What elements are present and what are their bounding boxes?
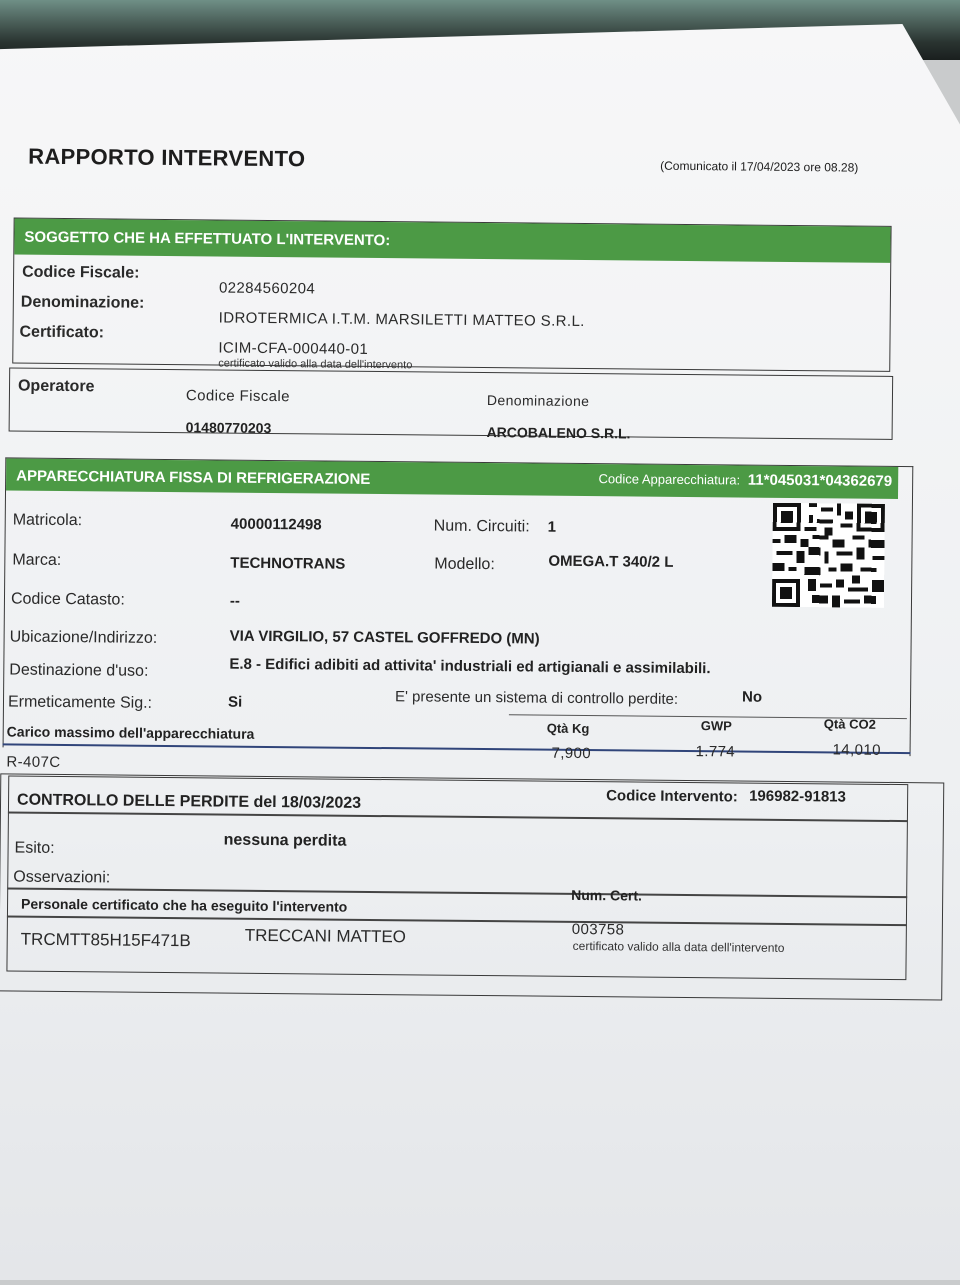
ubicazione-value: VIA VIRGILIO, 57 CASTEL GOFFREDO (MN): [229, 627, 540, 648]
modello-label: Modello:: [434, 555, 495, 574]
codice-intervento-value: 196982-91813: [749, 787, 846, 806]
esito-value: nessuna perdita: [223, 831, 347, 850]
operatore-den-value: ARCOBALENO S.R.L.: [486, 424, 631, 442]
qr-code-icon: [772, 503, 885, 608]
qta-kg-label: Qtà Kg: [546, 720, 590, 737]
num-cert-value: 003758: [571, 920, 625, 939]
certificato-value: ICIM-CFA-000440-01: [218, 339, 369, 358]
soggetto-title: SOGGETTO CHE HA EFFETTUATO L'INTERVENTO:: [24, 228, 391, 250]
ermetica-value: Si: [227, 693, 243, 711]
codice-intervento-label: Codice Intervento:: [606, 787, 738, 806]
operatore-cf-value: 01480770203: [185, 419, 272, 436]
qta-kg-value: 7,900: [551, 744, 592, 763]
ermetica-label: Ermeticamente Sig.:: [7, 693, 153, 712]
destinazione-label: Destinazione d'uso:: [9, 661, 149, 680]
operatore-den-label: Denominazione: [486, 392, 590, 410]
operatore-cf-label: Codice Fiscale: [185, 387, 291, 406]
matricola-label: Matricola:: [12, 511, 83, 530]
qta-co2-value: 14,010: [832, 741, 881, 759]
codice-fiscale-label: Codice Fiscale:: [22, 263, 140, 282]
page-title: RAPPORTO INTERVENTO: [28, 143, 306, 172]
personale-nome: TRECCANI MATTEO: [244, 925, 407, 947]
codice-apparecchiatura-label: Codice Apparecchiatura:: [598, 471, 741, 488]
gwp-value: 1.774: [695, 743, 736, 761]
certificato-note: certificato valido alla data dell'intervento: [218, 357, 413, 372]
personale-cf: TRCMTT85H15F471B: [20, 929, 191, 951]
num-circuiti-value: 1: [547, 518, 557, 536]
operatore-box: [9, 367, 894, 442]
codice-catasto-label: Codice Catasto:: [10, 590, 125, 609]
gwp-label: GWP: [700, 718, 732, 734]
modello-value: OMEGA.T 340/2 L: [548, 552, 674, 571]
controllo-perdite-label: E' presente un sistema di controllo perdite:: [394, 688, 679, 708]
destinazione-value: E.8 - Edifici adibiti ad attivita' industriali ed artigianali e assimilabili.: [229, 655, 711, 678]
refrigerante-value: R-407C: [6, 753, 61, 771]
num-cert-note: certificato valido alla data dell'intervento: [572, 938, 785, 955]
controllo-title: CONTROLLO DELLE PERDITE del 18/03/2023: [16, 791, 362, 812]
comunicato-date: (Comunicato il 17/04/2023 ore 08.28): [660, 158, 859, 175]
carico-label: Carico massimo dell'apparecchiatura: [6, 723, 255, 742]
marca-label: Marca:: [12, 551, 62, 569]
denominazione-value: IDROTERMICA I.T.M. MARSILETTI MATTEO S.R.L.: [218, 309, 585, 330]
osservazioni-label: Osservazioni:: [13, 868, 111, 887]
apparecchiatura-title: APPARECCHIATURA FISSA DI REFRIGERAZIONE: [16, 467, 371, 488]
codice-catasto-value: --: [229, 592, 241, 610]
operatore-label: Operatore: [17, 377, 95, 396]
denominazione-label: Denominazione:: [20, 293, 145, 312]
personale-label: Personale certificato che ha eseguito l'intervento: [20, 895, 348, 915]
marca-value: TECHNOTRANS: [230, 554, 346, 573]
controllo-perdite-value: No: [741, 688, 763, 706]
num-circuiti-label: Num. Circuiti:: [433, 517, 530, 536]
qta-co2-label: Qtà CO2: [823, 716, 876, 732]
codice-fiscale-value: 02284560204: [218, 279, 316, 298]
ubicazione-label: Ubicazione/Indirizzo:: [9, 628, 158, 647]
codice-apparecchiatura-value: 11*045031*04362679: [747, 471, 893, 490]
esito-label: Esito:: [14, 839, 55, 857]
matricola-value: 40000112498: [230, 515, 322, 534]
certificato-label: Certificato:: [19, 323, 105, 342]
num-cert-label: Num. Cert.: [571, 886, 643, 904]
